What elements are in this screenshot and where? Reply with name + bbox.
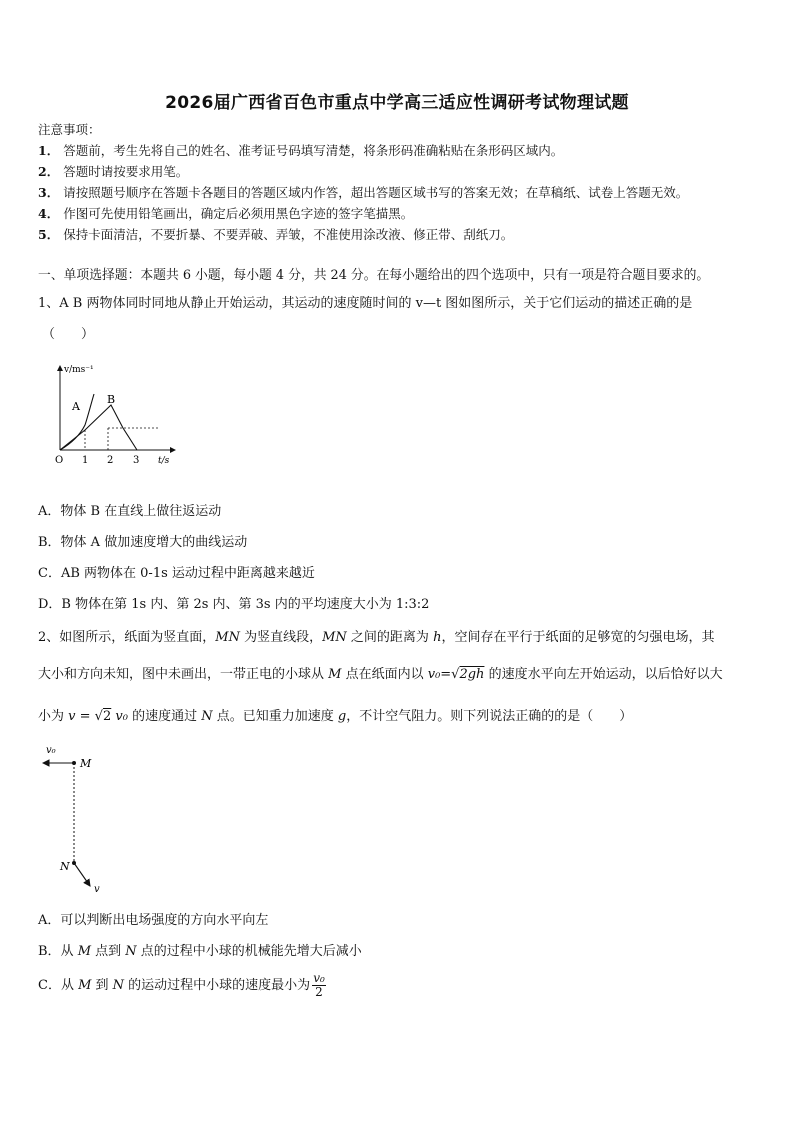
notice-item: 1． 答题前，考生先将自己的姓名、准考证号码填写清楚，将条形码准确粘贴在条形码区域内。: [38, 143, 564, 158]
question-2-option-c: C．从 M 到 N 的运动过程中小球的速度最小为 $\frac{\text{v₀}}{2}$: [38, 971, 325, 999]
notice-item: 4． 作图可先使用铅笔画出，确定后必须用黑色字迹的签字笔描黑。: [38, 206, 414, 221]
question-2-option-b: B．从 M 点到 N 点的过程中小球的机械能先增大后减小: [38, 944, 362, 959]
question-1-blank: （ ）: [42, 327, 95, 342]
notice-item: 2． 答题时请按要求用笔。: [38, 164, 189, 179]
question-2-line-1: 2、如图所示，纸面为竖直面，MN 为竖直线段，MN 之间的距离为 h，空间存在平行于纸面的足够宽的匀强电场，其: [38, 630, 715, 645]
mn-figure: [36, 738, 116, 898]
tick-label: 2: [107, 455, 114, 466]
fraction: $\frac{\text{v₀}}{2}$: [313, 971, 325, 999]
notice-item: 5． 保持卡面清洁，不要折暴、不要弄破、弄皱，不准使用涂改液、修正带、刮纸刀。: [38, 227, 514, 242]
point-m-label: M: [80, 757, 92, 770]
question-2-option-a: A．可以判断出电场强度的方向水平向左: [38, 913, 269, 928]
x-axis-label: t/s: [158, 456, 170, 466]
question-1-stem: 1、A B 两物体同时同地从静止开始运动，其运动的速度随时间的 v—t 图如图所示，关于它们运动的描述正确的是: [38, 296, 693, 311]
question-2-line-2: 大小和方向未知，图中未画出，一带正电的小球从 M 点在纸面内以 v₀=√2gh 的速度水平向左开始运动，以后恰好以大: [38, 667, 723, 682]
question-1-option-b: B．物体 A 做加速度增大的曲线运动: [38, 535, 248, 550]
question-1-option-c: C．AB 两物体在 0-1s 运动过程中距离越来越近: [38, 566, 315, 581]
question-2-line-3: 小为 v = √2 v₀ 的速度通过 N 点。已知重力加速度 g，不计空气阻力。则下列说法正确的的是（ ）: [38, 709, 633, 724]
question-1-option-d: D．B 物体在第 1s 内、第 2s 内、第 3s 内的平均速度大小为 1:3:2: [38, 597, 430, 612]
notice-item: 3． 请按照题号顺序在答题卡各题目的答题区域内作答，超出答题区域书写的答案无效；在草稿纸、试卷上答题无效。: [38, 185, 689, 200]
point-n-label: N: [60, 860, 70, 873]
tick-label: 3: [133, 455, 140, 466]
v-arrow: [74, 863, 90, 886]
section-heading: 一、单项选择题：本题共 6 小题，每小题 4 分，共 24 分。在每小题给出的四个选项中，只有一项是符合题目要求的。: [38, 268, 710, 283]
v-label: v: [94, 884, 100, 895]
y-axis-label: v/ms⁻¹: [64, 365, 94, 375]
line-b-label: B: [107, 393, 116, 406]
question-1-option-a: A．物体 B 在直线上做往返运动: [38, 504, 222, 519]
vt-graph: [50, 360, 180, 468]
curve-a-label: A: [72, 400, 80, 413]
origin-label: O: [55, 455, 64, 466]
tick-label: 1: [82, 455, 89, 466]
page-title: 2026届广西省百色市重点中学高三适应性调研考试物理试题: [165, 93, 629, 113]
notice-heading: 注意事项：: [38, 122, 101, 137]
v0-label: v₀: [46, 745, 56, 756]
